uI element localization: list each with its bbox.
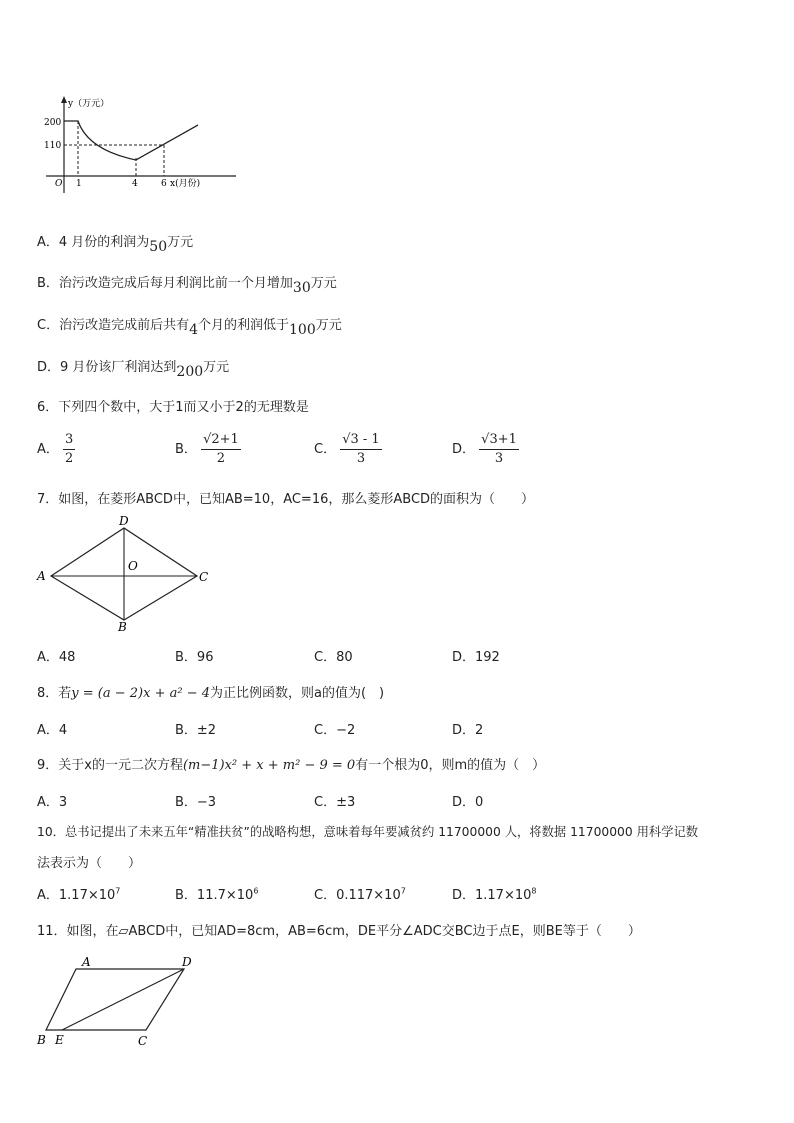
q6-a-num: 3 bbox=[63, 431, 75, 450]
q9-option-b: B．−3 bbox=[175, 795, 217, 810]
q8-option-a: A．4 bbox=[37, 723, 68, 738]
q9-stem bbox=[37, 754, 545, 773]
vertex-d: D bbox=[119, 514, 129, 528]
y-axis-arrow bbox=[61, 96, 67, 103]
q7-option-b: B．96 bbox=[175, 650, 214, 665]
q10-option-d bbox=[452, 884, 536, 903]
q5-c-text2: 个月的利润低于 bbox=[198, 318, 290, 333]
x-axis-label: x(月份) bbox=[170, 179, 201, 189]
q5-d-text: D．9 月份该厂利润达到 bbox=[37, 360, 177, 375]
q5-option-d bbox=[37, 356, 229, 380]
q9-stem-pre: 9．关于x的一元二次方程 bbox=[37, 758, 183, 773]
q5-option-c bbox=[37, 314, 342, 338]
point-e: E bbox=[55, 1033, 64, 1047]
q10-d-text: D．1.17×10 bbox=[452, 888, 532, 903]
q10-b-text: B．11.7×10 bbox=[175, 888, 254, 903]
q6-stem: 6．下列四个数中，大于1而又小于2的无理数是 bbox=[37, 400, 309, 415]
q10-b-exp: 6 bbox=[253, 886, 259, 896]
q10-option-c bbox=[314, 884, 406, 903]
q5-c-text: C．治污改造完成前后共有 bbox=[37, 318, 190, 333]
q10-c-text: C．0.117×10 bbox=[314, 888, 401, 903]
q6-option-c bbox=[314, 431, 382, 468]
vertex-a: A bbox=[37, 569, 46, 583]
vertex-b: B bbox=[37, 1033, 46, 1047]
q10-option-b bbox=[175, 884, 258, 903]
q5-b-value: 30 bbox=[292, 280, 311, 296]
q6-c-fraction bbox=[340, 431, 381, 468]
q7-option-c: C．80 bbox=[314, 650, 353, 665]
q5-a-text: A．4 月份的利润为 bbox=[37, 235, 150, 250]
q5-a-unit: 万元 bbox=[167, 235, 194, 250]
q5-d-unit: 万元 bbox=[203, 360, 230, 375]
q6-a-fraction bbox=[63, 431, 75, 468]
q5-option-a bbox=[37, 231, 193, 255]
center-o: O bbox=[128, 559, 138, 573]
q5-b-unit: 万元 bbox=[310, 276, 337, 291]
q8-formula: y = (a − 2)x + a² − 4 bbox=[71, 686, 210, 701]
x-tick-4: 4 bbox=[132, 179, 138, 189]
q10-a-exp: 7 bbox=[115, 886, 121, 896]
q5-option-b bbox=[37, 272, 337, 296]
q10-c-exp: 7 bbox=[400, 886, 406, 896]
q6-d-label: D． bbox=[452, 442, 476, 457]
q5-c-value2: 100 bbox=[289, 322, 316, 338]
q7-option-d: D．192 bbox=[452, 650, 500, 665]
vertex-b: B bbox=[118, 620, 127, 634]
q6-d-num: √3+1 bbox=[479, 431, 519, 450]
q6-a-label: A． bbox=[37, 442, 59, 457]
q9-option-d: D．0 bbox=[452, 795, 484, 810]
q9-option-a: A．3 bbox=[37, 795, 68, 810]
q10-stem-line2: 法表示为（ ） bbox=[37, 856, 142, 871]
q8-stem-pre: 8．若 bbox=[37, 686, 72, 701]
q5-c-unit: 万元 bbox=[315, 318, 342, 333]
q11-stem: 11．如图，在▱ABCD中，已知AD=8cm，AB=6cm，DE平分∠ADC交BC边于点E，则BE等于（ ） bbox=[37, 924, 641, 939]
q8-stem bbox=[37, 682, 384, 701]
vertex-c: C bbox=[138, 1034, 148, 1048]
q6-option-d bbox=[452, 431, 519, 468]
q5-b-text: B．治污改造完成后每月利润比前一个月增加 bbox=[37, 276, 293, 291]
q9-stem-post: 有一个根为0，则m的值为（ ） bbox=[355, 758, 546, 773]
q9-formula: (m−1)x² + x + m² − 9 = 0 bbox=[182, 758, 356, 773]
vertex-c: C bbox=[199, 570, 209, 584]
profit-curve bbox=[64, 121, 198, 160]
q6-b-den: 2 bbox=[216, 451, 226, 466]
q7-option-a: A．48 bbox=[37, 650, 76, 665]
q5-d-value: 200 bbox=[176, 364, 204, 380]
q10-d-exp: 8 bbox=[531, 886, 537, 896]
q9-option-c: C．±3 bbox=[314, 795, 356, 810]
profit-chart bbox=[36, 88, 246, 206]
origin-label: O bbox=[55, 179, 63, 189]
q5-a-value: 50 bbox=[149, 239, 168, 255]
q6-a-den: 2 bbox=[65, 451, 74, 466]
q7-stem: 7．如图，在菱形ABCD中，已知AB=10，AC=16，那么菱形ABCD的面积为（ ） bbox=[37, 492, 535, 507]
q6-option-b bbox=[175, 431, 241, 468]
q5-c-value: 4 bbox=[189, 322, 198, 338]
q8-option-d: D．2 bbox=[452, 723, 484, 738]
vertex-a: A bbox=[82, 955, 91, 969]
parallelogram-figure bbox=[34, 952, 204, 1052]
q6-d-fraction bbox=[479, 431, 519, 468]
q6-b-fraction bbox=[201, 431, 241, 468]
q6-b-num: √2+1 bbox=[201, 431, 241, 450]
vertex-d: D bbox=[182, 955, 192, 969]
y-tick-110: 110 bbox=[44, 141, 62, 151]
q8-stem-post: 为正比例函数，则a的值为( ) bbox=[209, 686, 385, 701]
y-axis-label: y（万元） bbox=[68, 99, 110, 109]
q6-option-a bbox=[37, 431, 75, 468]
q6-b-label: B． bbox=[175, 442, 197, 457]
q8-option-b: B．±2 bbox=[175, 723, 217, 738]
q8-option-c: C．−2 bbox=[314, 723, 356, 738]
q6-c-label: C． bbox=[314, 442, 337, 457]
parallelogram-shape bbox=[46, 969, 184, 1030]
q6-c-den: 3 bbox=[356, 451, 366, 466]
q6-d-den: 3 bbox=[494, 451, 504, 466]
q6-c-num: √3 - 1 bbox=[340, 431, 381, 450]
x-tick-6: 6 bbox=[161, 179, 167, 189]
rhombus-figure bbox=[34, 514, 214, 636]
q10-a-text: A．1.17×10 bbox=[37, 888, 116, 903]
y-tick-200: 200 bbox=[44, 118, 62, 128]
q10-option-a bbox=[37, 884, 120, 903]
q10-stem-line1: 10．总书记提出了未来五年“精准扶贫”的战略构想，意味着每年要减贫约 11700000 人，将数据 11700000 用科学记数 bbox=[37, 825, 699, 839]
x-tick-1: 1 bbox=[76, 179, 82, 189]
